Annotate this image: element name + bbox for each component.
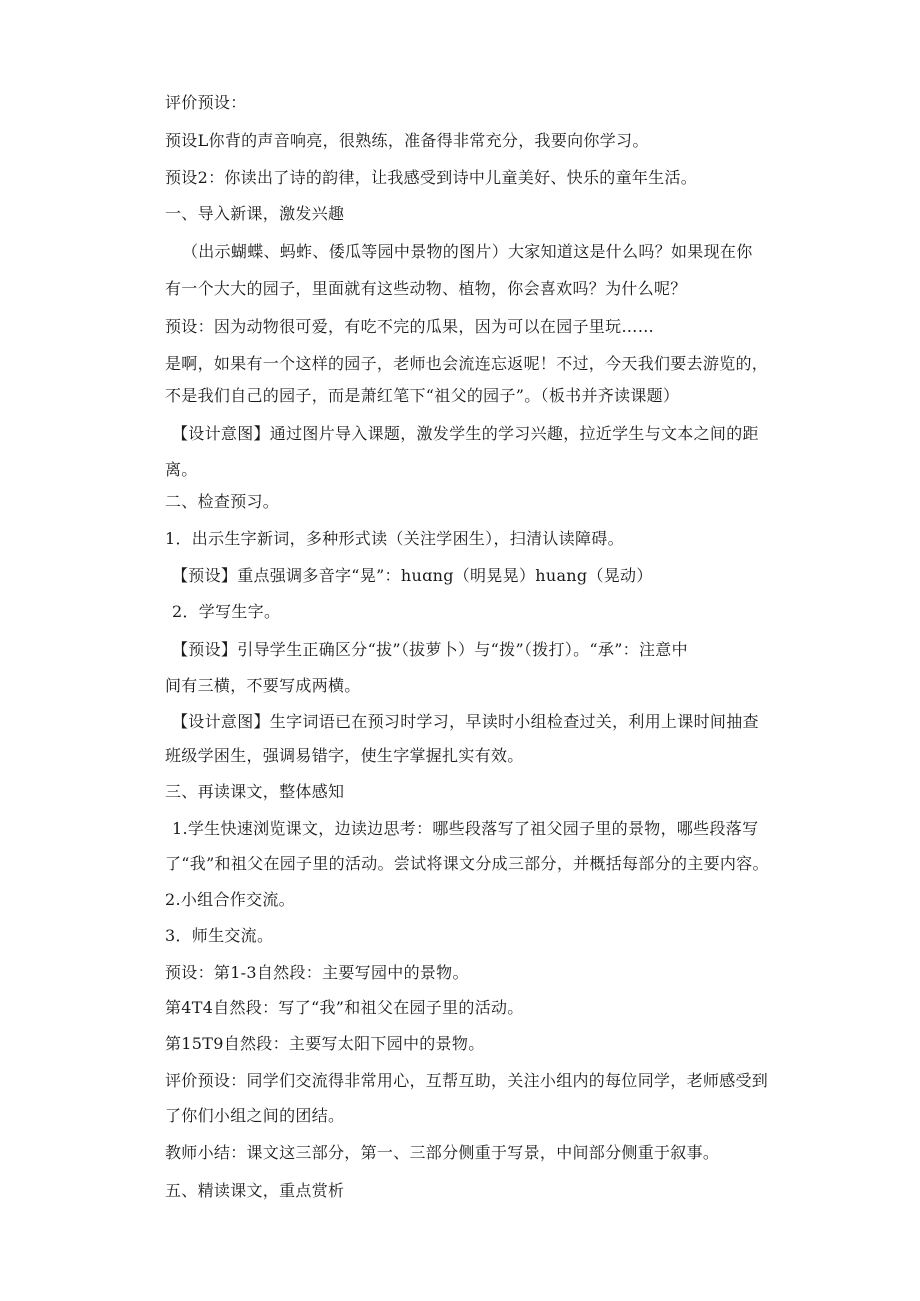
- text-line-preview-preset-2b: 间有三横，不要写成两横。: [165, 676, 361, 695]
- text-line-reread-preset-2: 第4T4自然段：写了“我”和祖父在园子里的活动。: [165, 998, 524, 1017]
- text-line-preset-1: 预设L你背的声音响亮，很熟练，准备得非常充分，我要向你学习。: [165, 131, 649, 150]
- text-line-preset-2: 预设2：你读出了诗的韵律，让我感受到诗中儿童美好、快乐的童年生活。: [165, 168, 698, 187]
- text-line-reread-1a: 1.学生快速浏览课文，边读边思考：哪些段落写了祖父园子里的景物，哪些段落写: [172, 819, 759, 838]
- text-line-reread-evaluation-b: 了你们小组之间的团结。: [165, 1106, 345, 1125]
- text-line-teacher-summary: 教师小结：课文这三部分，第一、三部分侧重于写景，中间部分侧重于叙事。: [165, 1143, 720, 1162]
- text-line-reread-3: 3．师生交流。: [165, 926, 274, 945]
- text-line-reread-2: 2.小组合作交流。: [165, 890, 295, 909]
- text-line-preview-2: 2．学写生字。: [172, 602, 281, 621]
- section-heading-3: 三、再读课文，整体感知: [165, 782, 345, 801]
- section-heading-1: 一、导入新课，激发兴趣: [165, 204, 345, 223]
- text-line-reread-preset-3: 第15T9自然段：主要写太阳下园中的景物。: [165, 1034, 485, 1053]
- text-line-evaluation-heading: 评价预设：: [165, 93, 247, 112]
- text-line-intro-3: 是啊，如果有一个这样的园子，老师也会流连忘返呢！不过，今天我们要去游览的，: [165, 354, 769, 373]
- text-line-preview-1: 1．出示生字新词，多种形式读（关注学困生），扫清认读障碍。: [165, 529, 624, 548]
- text-line-intro-2: 有一个大大的园子，里面就有这些动物、植物，你会喜欢吗？为什么呢？: [165, 279, 687, 298]
- text-line-preview-preset-1: 【预设】重点强调多音字“晃”：huɑng（明晃晃）huang（晃动）: [172, 566, 653, 585]
- text-line-reread-1b: 了“我”和祖父在园子里的活动。尝试将课文分成三部分，并概括每部分的主要内容。: [165, 854, 769, 873]
- text-line-intro-preset: 预设：因为动物很可爱，有吃不完的瓜果，因为可以在园子里玩……: [165, 317, 655, 336]
- text-line-design-intent-1a: 【设计意图】通过图片导入课题，激发学生的学习兴趣，拉近学生与文本之间的距: [172, 424, 759, 443]
- text-line-preview-preset-2a: 【预设】引导学生正确区分“拔”（拔萝卜）与“拨”（拨打）。“承”：注意中: [172, 640, 688, 659]
- text-line-design-intent-1b: 离。: [165, 460, 198, 479]
- text-line-reread-evaluation-a: 评价预设：同学们交流得非常用心，互帮互助，关注小组内的每位同学，老师感受到: [165, 1071, 769, 1090]
- text-line-design-intent-2a: 【设计意图】生字词语已在预习时学习，早读时小组检查过关，利用上课时间抽查: [172, 712, 759, 731]
- section-heading-5: 五、精读课文，重点赏析: [165, 1181, 345, 1200]
- text-line-design-intent-2b: 班级学困生，强调易错字，使生字掌握扎实有效。: [165, 746, 524, 765]
- text-line-reread-preset-1: 预设：第1-3自然段：主要写园中的景物。: [165, 963, 469, 982]
- text-line-intro-4: 不是我们自己的园子，而是萧红笔下“祖父的园子”。（板书并齐读课题）: [165, 386, 680, 405]
- section-heading-2: 二、检查预习。: [165, 492, 280, 511]
- text-line-intro-1: （出示蝴蝶、蚂蚱、倭瓜等园中景物的图片）大家知道这是什么吗？如果现在你: [182, 242, 753, 261]
